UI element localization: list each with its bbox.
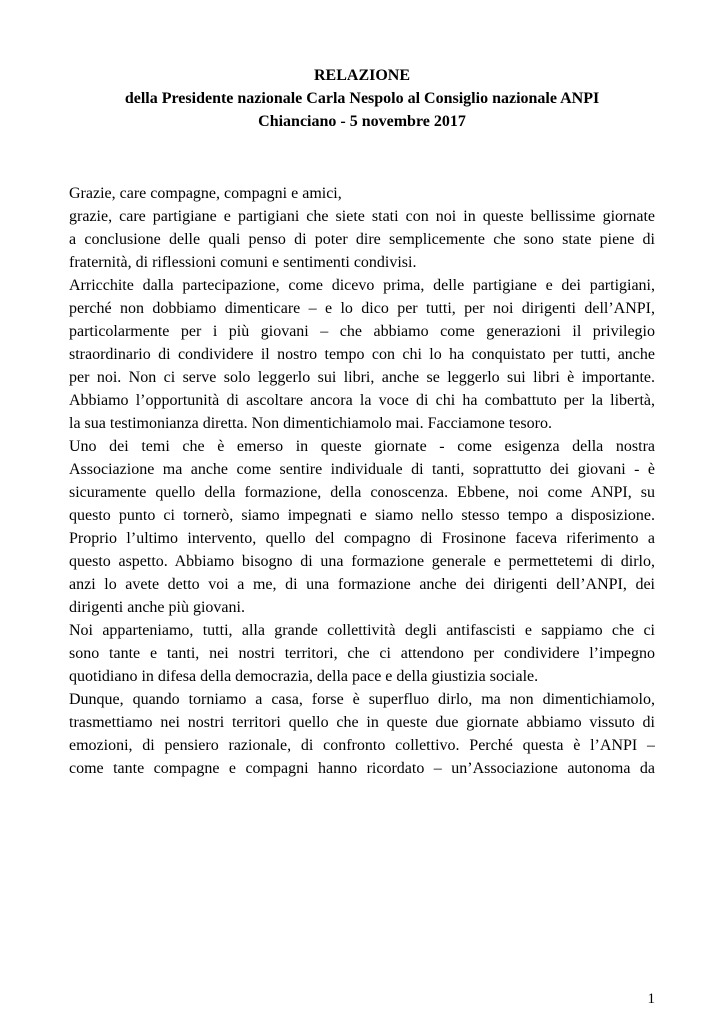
text-line: Associazione ma anche come sentire individuale di tanti, soprattutto dei giovani - è [69, 461, 655, 478]
text-line: quotidiano in difesa della democrazia, della pace e della giustizia sociale. [69, 668, 539, 685]
text-line: Dunque, quando torniamo a casa, forse è superfluo dirlo, ma non dimentichiamolo, [69, 691, 655, 708]
text-line: particolarmente per i più giovani – che abbiamo come generazioni il privilegio [69, 323, 655, 340]
text-line: grazie, care partigiane e partigiani che siete stati con noi in queste bellissime giornate [69, 208, 655, 225]
text-line: sicuramente quello della formazione, della conoscenza. Ebbene, noi come ANPI, su [69, 484, 655, 501]
text-line: la sua testimonianza diretta. Non dimentichiamolo mai. Facciamone tesoro. [69, 415, 552, 432]
text-line: perché non dobbiamo dimenticare – e lo dico per tutti, per noi dirigenti dell’ANPI, [69, 300, 655, 317]
page-number: 1 [647, 991, 655, 1007]
text-line: Abbiamo l’opportunità di ascoltare ancora la voce di chi ha combattuto per la libertà, [69, 392, 655, 409]
text-line: Grazie, care compagne, compagni e amici, [69, 185, 342, 202]
text-line: come tante compagne e compagni hanno ricordato – un’Associazione autonoma da [69, 760, 655, 777]
text-line: straordinario di condividere il nostro tempo con chi lo ha conquistato per tutti, anche [69, 346, 655, 363]
document-title: RELAZIONE [313, 67, 411, 84]
text-line: Arricchite dalla partecipazione, come dicevo prima, delle partigiane e dei partigiani, [69, 277, 655, 294]
text-line: dirigenti anche più giovani. [69, 599, 245, 616]
text-line: Proprio l’ultimo intervento, quello del compagno di Frosinone faceva riferimento a [69, 530, 655, 547]
text-line: anzi lo avete detto voi a me, di una formazione anche dei dirigenti dell’ANPI, dei [69, 576, 655, 593]
text-line: a conclusione delle quali penso di poter dire semplicemente che sono state piene di [69, 231, 655, 248]
document-body [69, 182, 655, 780]
text-line: sono tante e tanti, nei nostri territori, che ci attendono per condividere l’impegno [69, 645, 655, 662]
document-subtitle: della Presidente nazionale Carla Nespolo al Consiglio nazionale ANPI [124, 90, 600, 107]
text-line: questo aspetto. Abbiamo bisogno di una formazione generale e permettetemi di dirlo, [69, 553, 655, 570]
text-line: per noi. Non ci serve solo leggerlo sui libri, anche se leggerlo sui libri è importante. [69, 369, 655, 386]
text-line: emozioni, di pensiero razionale, di confronto collettivo. Perché questa è l’ANPI – [69, 737, 655, 754]
document-place-date: Chianciano - 5 novembre 2017 [258, 113, 466, 130]
text-line: trasmettiamo nei nostri territori quello che in queste due giornate abbiamo vissuto di [69, 714, 655, 731]
text-line: questo punto ci tornerò, siamo impegnati e siamo nello stesso tempo a disposizione. [69, 507, 655, 524]
document-header [60, 64, 664, 133]
text-line: fraternità, di riflessioni comuni e sentimenti condivisi. [69, 254, 417, 271]
text-line: Uno dei temi che è emerso in queste giornate - come esigenza della nostra [69, 438, 655, 455]
text-line: Noi apparteniamo, tutti, alla grande collettività degli antifascisti e sappiamo che ci [69, 622, 655, 639]
